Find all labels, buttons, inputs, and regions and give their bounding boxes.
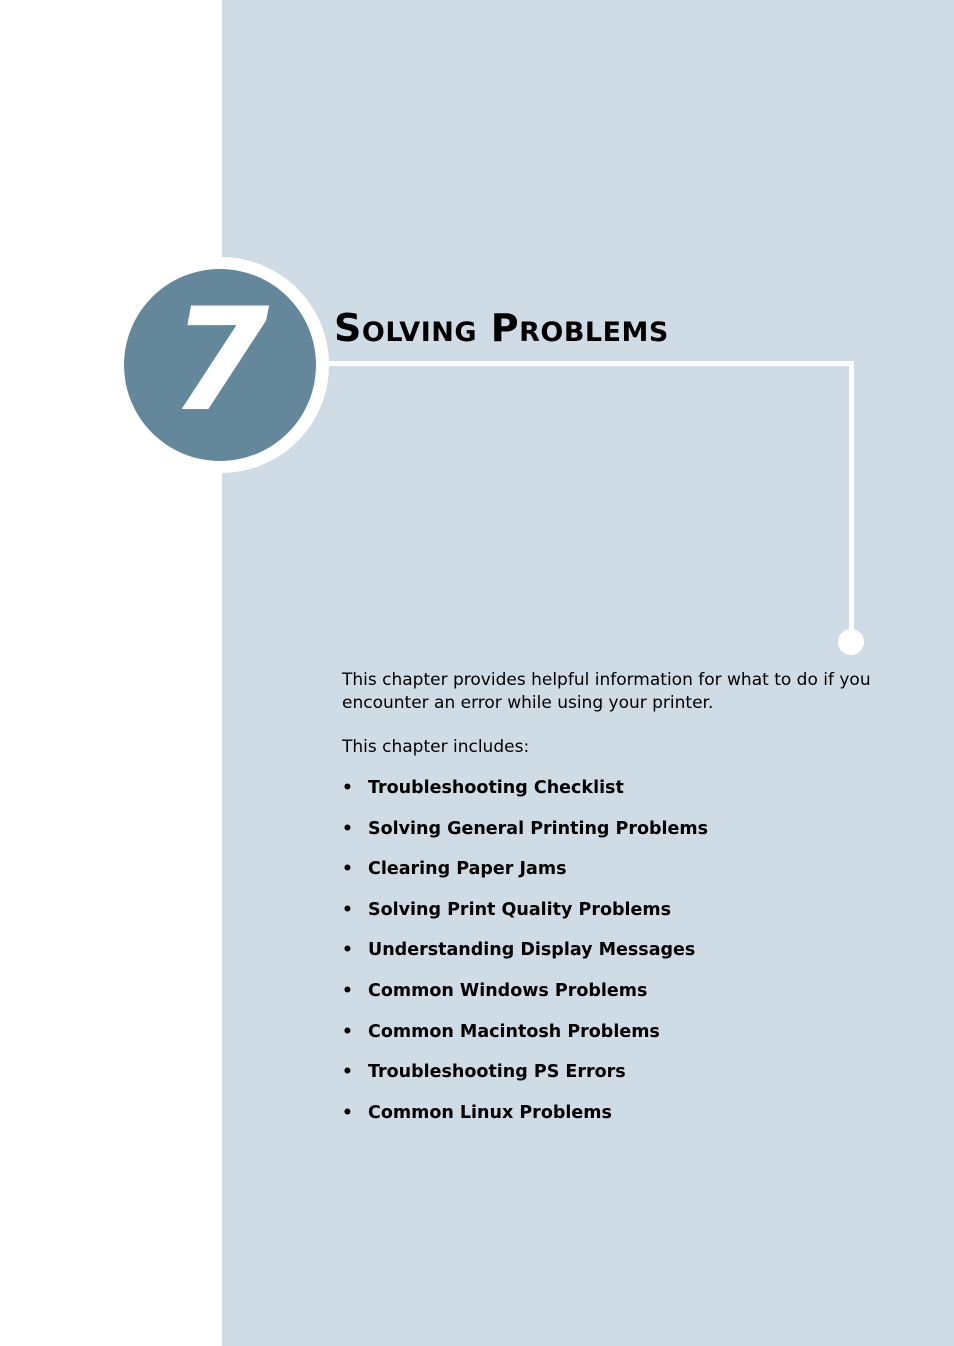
toc-item-label: Common Linux Problems	[368, 1102, 612, 1123]
bullet-icon: •	[342, 778, 353, 798]
chapter-number: 7	[170, 278, 270, 443]
bullet-icon: •	[342, 940, 353, 961]
toc-item-label: Solving General Printing Problems	[368, 818, 709, 839]
includes-label: This chapter includes:	[342, 737, 530, 757]
toc-item-troubleshooting-checklist[interactable]	[342, 776, 708, 817]
toc-item-display-messages[interactable]	[342, 938, 708, 979]
bullet-icon: •	[342, 1102, 353, 1123]
toc-item-general-printing-problems[interactable]	[342, 817, 708, 858]
toc-item-clearing-paper-jams[interactable]	[342, 857, 708, 898]
toc-item-label: Troubleshooting PS Errors	[368, 1062, 626, 1083]
toc-item-label: Solving Print Quality Problems	[368, 899, 672, 920]
toc-item-label: Common Windows Problems	[368, 980, 648, 1001]
bullet-icon: •	[342, 859, 353, 880]
chapter-contents-list	[342, 776, 708, 1141]
toc-item-label: Troubleshooting Checklist	[368, 778, 624, 798]
toc-item-ps-errors[interactable]	[342, 1060, 708, 1101]
bullet-icon: •	[342, 818, 353, 839]
bullet-icon: •	[342, 980, 353, 1001]
toc-item-label: Clearing Paper Jams	[368, 859, 567, 880]
toc-item-linux-problems[interactable]	[342, 1101, 708, 1142]
toc-item-label: Understanding Display Messages	[368, 940, 696, 961]
toc-item-print-quality-problems[interactable]	[342, 898, 708, 939]
toc-item-macintosh-problems[interactable]	[342, 1020, 708, 1061]
bullet-icon: •	[342, 899, 353, 920]
title-rule	[326, 361, 854, 366]
intro-paragraph: This chapter provides helpful information for what to do if you encounter an error while using your printer.	[342, 670, 871, 713]
title-dot	[838, 629, 864, 655]
toc-item-label: Common Macintosh Problems	[368, 1021, 660, 1042]
bullet-icon: •	[342, 1021, 353, 1042]
bullet-icon: •	[342, 1062, 353, 1083]
chapter-title: Solving Problems	[334, 306, 669, 350]
toc-item-windows-problems[interactable]	[342, 979, 708, 1020]
title-drop-line	[849, 361, 854, 637]
